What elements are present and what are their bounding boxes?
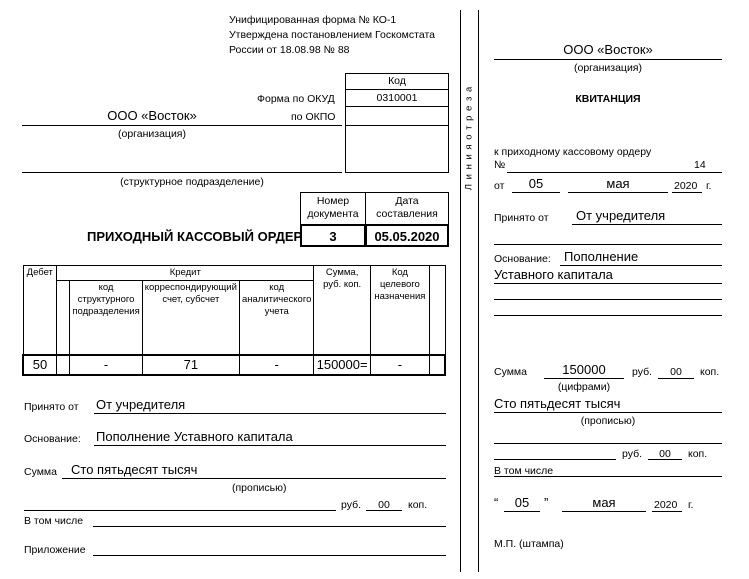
cut-line-right: [478, 10, 479, 572]
sum-words: Сто пятьдесят тысяч: [71, 462, 198, 477]
receipt-basis-underline3: [494, 299, 722, 300]
code-empty-box: [345, 125, 449, 173]
sum-label: Сумма: [24, 466, 57, 478]
okpo-value-box: [345, 106, 449, 126]
receipt-from-label: от: [494, 180, 505, 192]
row-analytic: -: [239, 355, 314, 375]
receipt-words-underline: [494, 412, 722, 413]
receipt-quote-close: ”: [544, 495, 549, 510]
receipt-date-suffix: г.: [688, 499, 694, 511]
corr-account-header: корреспондирующий счет, субсчет: [142, 281, 239, 356]
rub-label: руб.: [341, 499, 362, 511]
basis-underline: [94, 445, 446, 446]
receipt-org-underline: [494, 59, 722, 60]
debit-header: Дебет: [23, 266, 57, 356]
kop-label: коп.: [408, 499, 428, 511]
propisyu-caption: (прописью): [232, 482, 287, 494]
row-purpose: -: [370, 355, 429, 375]
order-title: ПРИХОДНЫЙ КАССОВЫЙ ОРДЕР: [87, 229, 303, 244]
order-number: 3: [300, 224, 366, 247]
receipt-date-year-underline: [652, 511, 682, 512]
receipt-no-value: 14: [694, 159, 706, 171]
receipt-day: 05: [528, 176, 544, 191]
receipt-no-underline: [507, 172, 722, 173]
form-name-line3: России от 18.08.98 № 88: [229, 44, 350, 56]
credit-blank-header: [57, 281, 70, 356]
okpo-label: по ОКПО: [291, 111, 336, 123]
receipt-day-underline: [512, 192, 560, 193]
analytic-code-header: код аналитического учета: [239, 281, 314, 356]
row-empty: [430, 355, 445, 375]
credit-header: Кредит: [57, 266, 314, 281]
order-number-header: Номер документа: [300, 192, 366, 225]
cut-line-left: [460, 10, 461, 572]
receipt-rub-label: руб.: [632, 366, 653, 378]
accounting-table: [22, 265, 446, 376]
receipt-date-day-underline: [504, 511, 540, 512]
row-debit: 50: [23, 355, 57, 375]
row-sum: 150000=: [314, 355, 370, 375]
cut-line-label: Л и н и я о т р е з а: [463, 85, 475, 191]
basis-value: Пополнение Уставного капитала: [96, 429, 293, 444]
row-subdivision: -: [70, 355, 142, 375]
receipt-basis-underline1: [560, 265, 722, 266]
receipt-sum-value: 150000: [562, 362, 606, 377]
receipt-kop-label: коп.: [700, 366, 720, 378]
order-date-header: Дата составления: [365, 192, 449, 225]
org-caption: (организация): [118, 128, 186, 140]
receipt-month-underline: [568, 192, 668, 193]
received-from-value: От учредителя: [96, 397, 186, 412]
receipt-sum-label: Сумма: [494, 366, 527, 378]
receipt-date-month-underline: [562, 511, 646, 512]
purpose-header: Код целевого назначения: [370, 266, 429, 356]
receipt-digits-caption: (цифрами): [557, 381, 611, 393]
form-name-line1: Унифицированная форма № КО-1: [229, 14, 397, 26]
receipt-kop2-underline: [648, 459, 682, 460]
order-date: 05.05.2020: [365, 224, 449, 247]
receipt-year-suffix: г.: [706, 180, 712, 192]
receipt-received-label: Принято от: [494, 212, 549, 224]
receipt-sum-words: Сто пятьдесят тысяч: [494, 396, 621, 411]
subdivision-underline: [22, 172, 342, 173]
kop-underline: [366, 510, 402, 511]
row-account: 71: [142, 355, 239, 375]
sum-underline: [62, 478, 446, 479]
including-label: В том числе: [24, 515, 84, 527]
receipt-no-label: №: [494, 159, 506, 171]
receipt-basis-label: Основание:: [494, 253, 551, 265]
attachment-label: Приложение: [24, 544, 86, 556]
receipt-basis-value2: Уставного капитала: [494, 267, 613, 282]
receipt-org-caption: (организация): [574, 62, 642, 74]
receipt-stamp: М.П. (штампа): [494, 538, 564, 550]
okud-label: Форма по ОКУД: [257, 93, 335, 105]
receipt-title: КВИТАНЦИЯ: [575, 93, 641, 105]
received-underline: [94, 413, 446, 414]
receipt-basis-underline2: [494, 283, 722, 284]
receipt-basis-value1: Пополнение: [564, 249, 639, 264]
receipt-year: 2020: [674, 180, 698, 192]
receipt-rub2-label: руб.: [622, 448, 643, 460]
sum-header: Сумма, руб. коп.: [314, 266, 370, 356]
basis-label: Основание:: [24, 433, 81, 445]
receipt-kop2-label: коп.: [688, 448, 708, 460]
receipt-basis-underline4: [494, 315, 722, 316]
receipt-including-underline: [494, 476, 722, 477]
including-underline: [93, 526, 446, 527]
row-credit-blank: [57, 355, 70, 375]
receipt-words-caption: (прописью): [580, 415, 636, 427]
sum-second-underline: [24, 510, 336, 511]
code-header: Код: [345, 73, 449, 90]
receipt-year-underline: [672, 192, 702, 193]
receipt-words-underline2: [494, 443, 722, 444]
receipt-blank-line: [494, 244, 722, 245]
receipt-date-month: мая: [592, 495, 616, 510]
receipt-kop-underline: [658, 378, 694, 379]
receipt-org-name: ООО «Восток»: [563, 42, 653, 57]
receipt-quote-open: “: [494, 495, 499, 510]
subdivision-code-header: код структурного подразделения: [70, 281, 142, 356]
kop-value: 00: [378, 499, 390, 511]
subdivision-caption: (структурное подразделение): [120, 176, 264, 188]
receipt-kop-value: 00: [670, 366, 682, 378]
form-name-line2: Утверждена постановлением Госкомстата: [229, 29, 435, 41]
receipt-received-value: От учредителя: [576, 208, 666, 223]
receipt-rub2-underline: [494, 459, 616, 460]
receipt-date-year: 2020: [654, 499, 678, 511]
empty-header: [430, 266, 445, 356]
receipt-kop2-value: 00: [659, 448, 671, 460]
receipt-month: мая: [606, 176, 630, 191]
receipt-to-order: к приходному кассовому ордеру: [494, 146, 652, 158]
receipt-date-day: 05: [514, 495, 530, 510]
receipt-received-underline: [572, 224, 722, 225]
org-underline: [22, 125, 342, 126]
attachment-underline: [93, 555, 446, 556]
received-from-label: Принято от: [24, 401, 79, 413]
org-name: ООО «Восток»: [107, 108, 197, 123]
receipt-sum-underline: [544, 378, 624, 379]
okud-value: 0310001: [345, 89, 449, 107]
receipt-including-label: В том числе: [494, 465, 554, 477]
